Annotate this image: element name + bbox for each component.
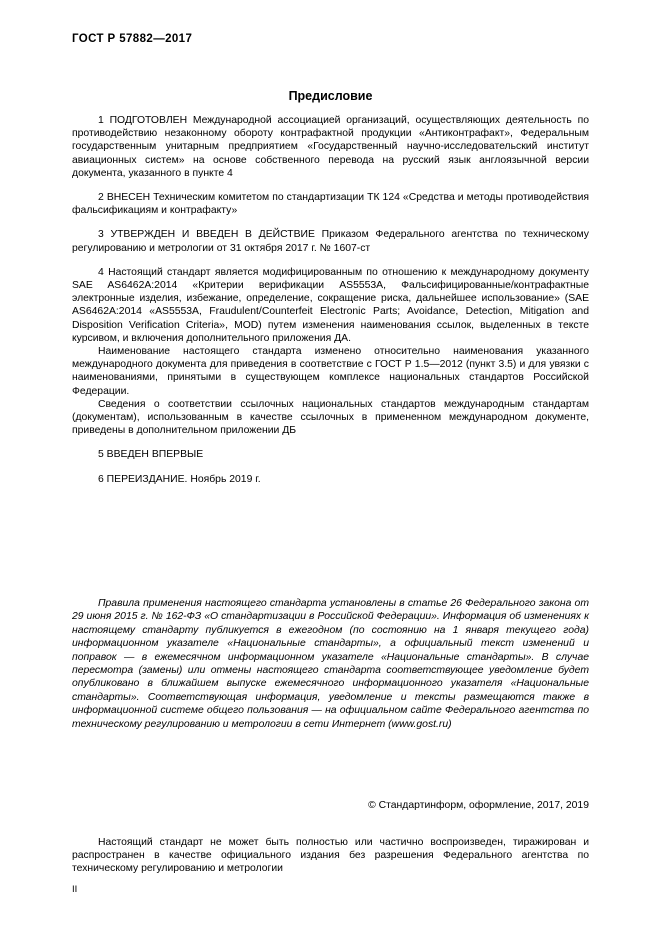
preface-item-6: 6 ПЕРЕИЗДАНИЕ. Ноябрь 2019 г. (98, 473, 261, 485)
preface-item-1: 1 ПОДГОТОВЛЕН Международной ассоциацией организаций, осуществляющих деятельность по противодействию незаконному обороту контрафактной продукции «Антиконтрафакт», Федеральным государственным унитарным предприятием «Государственный научно-исследовательский институт авиационных систем» на основе собственного перевода на русский язык англоязычной версии документа, указанного в пункте 4 (72, 115, 589, 179)
copyright-line: © Стандартинформ, оформление, 2017, 2019 (368, 800, 589, 811)
preface-note-naming: Наименование настоящего стандарта изменено относительно наименования указанного международного документа для приведения в соответствие с ГОСТ Р 1.5—2012 (пункт 3.5) и для увязки с наименованиями, принятыми в существующем комплексе национальных стандартов Российской Федерации. (72, 346, 589, 397)
page-number: II (72, 884, 78, 895)
rules-of-application-note (72, 597, 589, 731)
preface-note-references: Сведения о соответствии ссылочных национальных стандартов международным стандартам (документам), использованным в качестве ссылочных в примененном международном документе, приведены в дополнительном приложении ДБ (72, 398, 589, 437)
preface-item-3: 3 УТВЕРЖДЕН И ВВЕДЕН В ДЕЙСТВИЕ Приказом Федерального агентства по техническому регулированию и метрологии от 31 октября 2017 г. № 1607-ст (72, 229, 589, 254)
preface-item-4: 4 Настоящий стандарт является модифицированным по отношению к международному документу SAE AS6462A:2014 «Критерии верификации AS5553A, Фальсифицированные/контрафактные электронные изделия, избежание, определение, сокращение риска, дальнейшее использование» (SAE AS6462A:2014 «AS5553A, Fraudulent/Counterfeit Electronic Parts; Avoidance, Detection, Mitigation and Disposition Verification Criteria», MOD) путем изменения наименования ссылок, выделенных в тексте курсивом, и включения дополнительного приложения ДА. (72, 266, 589, 344)
reproduction-note-text: Настоящий стандарт не может быть полностью или частично воспроизведен, тиражирован и распространен в качестве официального издания без разрешения Федерального агентства по техническому регулированию и метрологии (72, 837, 589, 875)
preface-item-2: 2 ВНЕСЕН Техническим комитетом по стандартизации ТК 124 «Средства и методы противодействия фальсификациям и контрафакту» (72, 192, 589, 217)
preface-item-5: 5 ВВЕДЕН ВПЕРВЫЕ (98, 449, 204, 461)
reproduction-restriction-note (72, 836, 589, 876)
preface-body (72, 114, 589, 486)
rules-note-text: Правила применения настоящего стандарта установлены в статье 26 Федерального закона от 29 июня 2015 г. № 162-ФЗ «О стандартизации в Российской Федерации». Информация об изменениях к настоящему стандарту публикуется в ежегодном (по состоянию на 1 января текущего года) информационном указателе «Национальные стандарты», а официальный текст изменений и поправок — в ежемесячном информационном указателе «Национальные стандарты». В случае пересмотра (замены) или отмены настоящего стандарта соответствующее уведомление будет опубликовано в ближайшем выпуске ежемесячного информационного указателя «Национальные стандарты». Соответствующая информация, уведомление и тексты размещаются также в информационной системе общего пользования — на официальном сайте Федерального агентства по техническому регулированию и метрологии в сети Интернет (www.gost.ru) (72, 598, 589, 730)
page-title: Предисловие (288, 89, 373, 103)
standard-number-header: ГОСТ Р 57882—2017 (72, 33, 193, 45)
